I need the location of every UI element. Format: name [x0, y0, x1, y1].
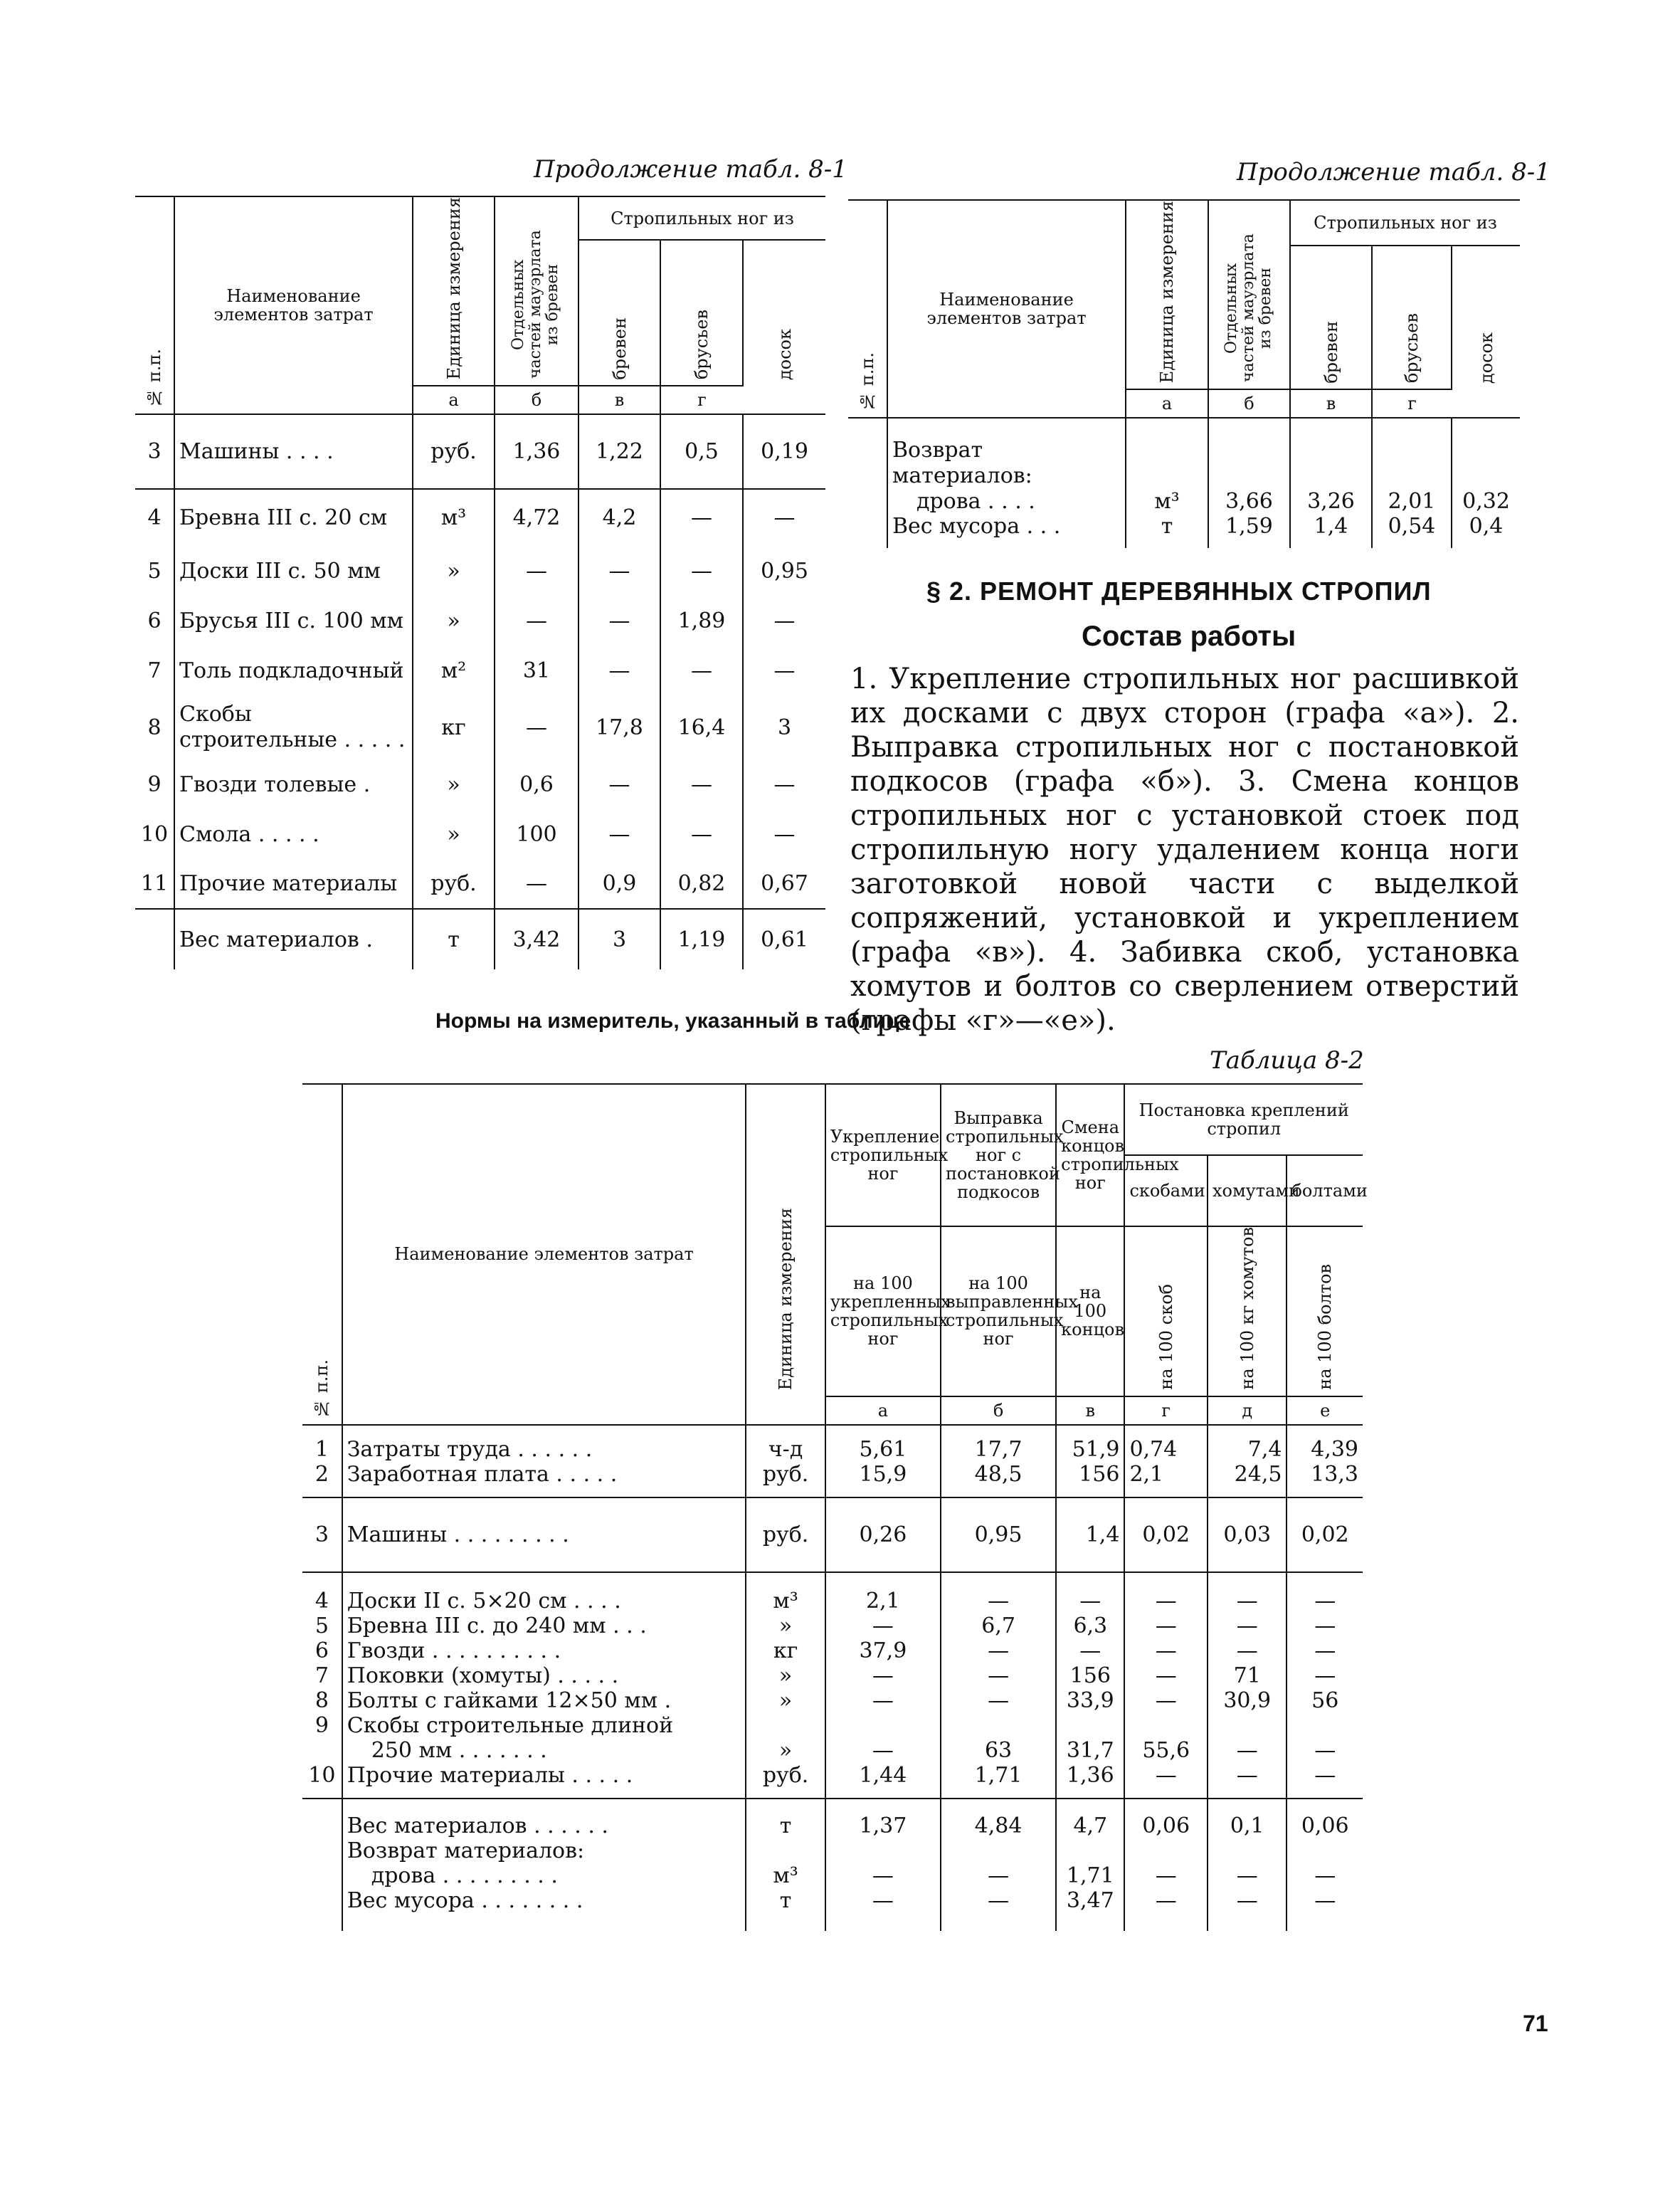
cell-a: 2,1 — [825, 1572, 941, 1613]
cell-e — [1287, 1713, 1363, 1738]
row-name: Возврат материалов: — [342, 1838, 746, 1863]
cell-g — [1124, 1713, 1208, 1738]
cell-a: 0,6 — [495, 759, 579, 809]
row-name: дрова . . . . — [887, 489, 1126, 514]
row-name: Доски III с. 50 мм — [174, 546, 413, 596]
row-num: 2 — [315, 1461, 329, 1487]
right-table — [848, 199, 1520, 548]
row-num: 4 — [315, 1588, 329, 1613]
cell-v: — — [1056, 1638, 1124, 1663]
row-name: Машины . . . . . . . . . — [342, 1497, 746, 1572]
cell-d: 0,03 — [1208, 1497, 1287, 1572]
header-col-v: брусьев — [692, 310, 712, 380]
row-unit: руб. — [746, 1497, 825, 1572]
cell-a: 1,36 — [495, 414, 579, 489]
table2-caption: Таблица 8-2 — [1210, 1046, 1364, 1075]
cell-e — [1287, 1838, 1363, 1863]
row-num: 1 — [315, 1436, 329, 1462]
cell-b — [941, 1713, 1056, 1738]
row-name: Смола . . . . . — [174, 809, 413, 859]
cell-b: 1,71 — [941, 1763, 1056, 1799]
row-unit: м² — [413, 646, 495, 695]
row-num — [302, 1799, 342, 1838]
row-unit: кг — [413, 695, 495, 759]
row-num: 5 — [147, 558, 162, 584]
row-unit: руб. — [413, 414, 495, 489]
row-name: Машины . . . . — [174, 414, 413, 489]
header-d-top: хомутами — [1208, 1155, 1287, 1226]
cell-b: — — [579, 809, 660, 859]
letter-e: е — [1287, 1396, 1363, 1425]
cell-b: — — [941, 1663, 1056, 1688]
letter-v: в — [1290, 389, 1372, 418]
row-unit: » — [413, 546, 495, 596]
cell-v: — — [660, 646, 743, 695]
cell-e: 13,3 — [1287, 1462, 1363, 1497]
cell-g: — — [1124, 1688, 1208, 1713]
cell-b: 3,26 — [1290, 489, 1372, 514]
cell-v: 1,19 — [660, 909, 743, 969]
cell-d: — — [1208, 1638, 1287, 1663]
row-name: Гвозди толевые . — [174, 759, 413, 809]
cell-d: — — [1208, 1738, 1287, 1763]
row-name: Затраты труда . . . . . . — [342, 1425, 746, 1462]
cell-b: 4,2 — [579, 489, 660, 546]
row-name: Бревна III с. 20 см — [174, 489, 413, 546]
row-num: 7 — [147, 658, 162, 683]
row-name: Доски II с. 5×20 см . . . . — [342, 1572, 746, 1613]
cell-a: — — [495, 859, 579, 909]
cell-g: 0,32 — [1452, 489, 1520, 514]
cell-v: 1,71 — [1056, 1863, 1124, 1888]
row-unit: » — [746, 1613, 825, 1638]
row-name: Вес материалов . — [174, 909, 413, 969]
cell-g: — — [743, 759, 825, 809]
row-unit: руб. — [413, 859, 495, 909]
cell-d — [1208, 1713, 1287, 1738]
cell-g: — — [1124, 1572, 1208, 1613]
cell-b: — — [941, 1888, 1056, 1931]
cell-e: — — [1287, 1763, 1363, 1799]
row-unit: т — [1126, 514, 1208, 548]
header-g-top: скобами — [1124, 1155, 1208, 1226]
cell-d: — — [1208, 1763, 1287, 1799]
cell-g: 0,61 — [743, 909, 825, 969]
row-num: 3 — [147, 439, 162, 465]
cell-e: — — [1287, 1663, 1363, 1688]
cell-b: 63 — [941, 1738, 1056, 1763]
cell-v: 31,7 — [1056, 1738, 1124, 1763]
cell-b: 0,9 — [579, 859, 660, 909]
cell-a: — — [825, 1888, 941, 1931]
row-num: 9 — [315, 1712, 329, 1738]
cell-v: 33,9 — [1056, 1688, 1124, 1713]
row-name: Толь подкладочный — [174, 646, 413, 695]
header-num: № п.п. — [144, 349, 164, 409]
cell-a: 5,61 — [825, 1425, 941, 1462]
cell-v — [1056, 1838, 1124, 1863]
cell-e: — — [1287, 1738, 1363, 1763]
header-v-meter: на 100 концов — [1056, 1226, 1124, 1396]
cell-g: 0,4 — [1452, 514, 1520, 548]
letter-g: г — [1124, 1396, 1208, 1425]
left-table-caption: Продолжение табл. 8-1 — [534, 155, 847, 184]
cell-a: 3,66 — [1208, 489, 1290, 514]
header-col-b: бревен — [1321, 320, 1341, 384]
cell-b: — — [579, 759, 660, 809]
cell-a — [825, 1838, 941, 1863]
cell-a: 100 — [495, 809, 579, 859]
cell-d: — — [1208, 1863, 1287, 1888]
header-col-a: Отдельных частей мауэрлата из бревен — [1222, 233, 1274, 383]
row-name: Прочие материалы . . . . . — [342, 1763, 746, 1799]
cell-e: 56 — [1287, 1688, 1363, 1713]
cell-b: — — [941, 1572, 1056, 1613]
header-num: № п.п. — [857, 352, 877, 412]
header-name: Наименование элементов затрат — [174, 196, 413, 414]
cell-a: — — [825, 1738, 941, 1763]
row-unit: » — [413, 596, 495, 646]
cell-b: — — [579, 546, 660, 596]
cell-b: — — [941, 1688, 1056, 1713]
header-e-meter: на 100 болтов — [1315, 1263, 1336, 1390]
cell-v: — — [660, 489, 743, 546]
row-num: 5 — [315, 1613, 329, 1638]
row-num: 4 — [147, 505, 162, 531]
row-num: 6 — [147, 608, 162, 633]
cell-e: 0,06 — [1287, 1799, 1363, 1838]
cell-a: 4,72 — [495, 489, 579, 546]
cell-g — [1124, 1838, 1208, 1863]
cell-b: 17,8 — [579, 695, 660, 759]
letter-a: а — [825, 1396, 941, 1425]
cell-b: 6,7 — [941, 1613, 1056, 1638]
row-unit: » — [746, 1688, 825, 1713]
row-name: Брусья III с. 100 мм — [174, 596, 413, 646]
header-b-meter: на 100 выправленных стропильных ног — [941, 1226, 1056, 1396]
page-number: 71 — [1523, 2011, 1548, 2036]
row-name: Бревна III с. до 240 мм . . . — [342, 1613, 746, 1638]
cell-d: — — [1208, 1888, 1287, 1931]
cell-b: — — [579, 646, 660, 695]
right-table-caption: Продолжение табл. 8-1 — [1237, 158, 1550, 186]
cell-g: 0,95 — [743, 546, 825, 596]
letter-d: д — [1208, 1396, 1287, 1425]
cell-e: 0,02 — [1287, 1497, 1363, 1572]
cell-v: 0,82 — [660, 859, 743, 909]
row-num: 7 — [315, 1663, 329, 1688]
cell-v: — — [660, 759, 743, 809]
cell-a: — — [825, 1688, 941, 1713]
header-v-top: Смена концов стропильных ног — [1056, 1084, 1124, 1226]
row-num: 10 — [308, 1762, 336, 1788]
row-name: Вес мусора . . . . . . . . — [342, 1888, 746, 1931]
cell-a: 1,44 — [825, 1763, 941, 1799]
cell-g: 0,67 — [743, 859, 825, 909]
cell-g: — — [1124, 1863, 1208, 1888]
cell-g: 0,74 — [1124, 1425, 1208, 1462]
cell-g: 55,6 — [1124, 1738, 1208, 1763]
cell-d: — — [1208, 1613, 1287, 1638]
section-label: Возврат материалов: — [887, 418, 1126, 489]
letter-v: в — [1056, 1396, 1124, 1425]
cell-b: — — [579, 596, 660, 646]
row-num: 3 — [315, 1522, 329, 1547]
row-unit: м³ — [413, 489, 495, 546]
row-num — [302, 1863, 342, 1888]
cell-a: 31 — [495, 646, 579, 695]
row-unit: т — [746, 1888, 825, 1931]
cell-g: — — [1124, 1763, 1208, 1799]
cell-a: 1,37 — [825, 1799, 941, 1838]
row-name: Скобы строительные . . . . . — [174, 695, 413, 759]
header-col-g: досок — [774, 329, 795, 381]
cell-v: 6,3 — [1056, 1613, 1124, 1638]
row-num: 8 — [315, 1688, 329, 1713]
header-e-top: болтами — [1287, 1155, 1363, 1226]
cell-v: 4,7 — [1056, 1799, 1124, 1838]
row-unit: м³ — [746, 1572, 825, 1613]
cell-e: — — [1287, 1638, 1363, 1663]
cell-g: 0,02 — [1124, 1497, 1208, 1572]
cell-g: — — [743, 489, 825, 546]
row-name: Заработная плата . . . . . — [342, 1462, 746, 1497]
row-unit: » — [413, 809, 495, 859]
row-unit — [746, 1838, 825, 1863]
letter-b: б — [495, 386, 579, 414]
cell-a: 1,59 — [1208, 514, 1290, 548]
cell-g: 3 — [743, 695, 825, 759]
row-unit — [746, 1713, 825, 1738]
cell-e: — — [1287, 1572, 1363, 1613]
cell-a: 15,9 — [825, 1462, 941, 1497]
cell-v: 2,01 — [1372, 489, 1452, 514]
cell-e: 4,39 — [1287, 1425, 1363, 1462]
cell-b: 0,95 — [941, 1497, 1056, 1572]
cell-a: — — [825, 1613, 941, 1638]
row-unit: руб. — [746, 1462, 825, 1497]
row-unit: м³ — [746, 1863, 825, 1888]
cell-g: — — [1124, 1888, 1208, 1931]
row-unit: » — [746, 1738, 825, 1763]
row-num — [302, 1838, 342, 1863]
row-unit: ч-д — [746, 1425, 825, 1462]
cell-v: 16,4 — [660, 695, 743, 759]
letter-a: а — [1126, 389, 1208, 418]
cell-g: — — [743, 809, 825, 859]
letter-b: б — [1208, 389, 1290, 418]
row-num — [302, 1888, 342, 1931]
row-name: Болты с гайками 12×50 мм . — [342, 1688, 746, 1713]
row-unit: » — [413, 759, 495, 809]
row-num: 6 — [315, 1638, 329, 1663]
cell-a: — — [495, 695, 579, 759]
header-name: Наименование элементов затрат — [342, 1084, 746, 1425]
cell-g: — — [1124, 1663, 1208, 1688]
header-group: Стропильных ног из — [1290, 200, 1520, 246]
work-title: Состав работы — [1082, 621, 1296, 652]
cell-e: — — [1287, 1888, 1363, 1931]
cell-v: — — [660, 546, 743, 596]
cell-a: — — [495, 546, 579, 596]
cell-a: 3,42 — [495, 909, 579, 969]
cell-v: 0,5 — [660, 414, 743, 489]
cell-v: — — [660, 809, 743, 859]
row-num — [302, 1738, 342, 1763]
cell-g: — — [1124, 1638, 1208, 1663]
cell-d: 0,1 — [1208, 1799, 1287, 1838]
cell-v: 156 — [1056, 1663, 1124, 1688]
cell-v: — — [1056, 1572, 1124, 1613]
cell-v: 0,54 — [1372, 514, 1452, 548]
row-name: Скобы строительные длиной — [342, 1713, 746, 1738]
cell-g: — — [743, 596, 825, 646]
cell-b: — — [941, 1638, 1056, 1663]
cell-g: — — [1124, 1613, 1208, 1638]
row-num: 10 — [140, 821, 169, 847]
cell-v: 1,89 — [660, 596, 743, 646]
left-table — [135, 196, 825, 969]
letter-v: в — [579, 386, 660, 414]
row-name: Поковки (хомуты) . . . . . — [342, 1663, 746, 1688]
cell-d — [1208, 1838, 1287, 1863]
cell-g: 2,1 — [1124, 1462, 1208, 1497]
cell-d: 24,5 — [1208, 1462, 1287, 1497]
letter-g: г — [1372, 389, 1452, 418]
cell-d: — — [1208, 1572, 1287, 1613]
norms-title: Нормы на измеритель, указанный в таблице — [435, 1009, 912, 1033]
cell-b — [941, 1838, 1056, 1863]
header-group: Постановка креплений стропил — [1124, 1084, 1363, 1155]
cell-b: 1,22 — [579, 414, 660, 489]
row-name: Прочие материалы — [174, 859, 413, 909]
header-group: Стропильных ног из — [579, 196, 825, 240]
cell-a: — — [495, 596, 579, 646]
cell-g: — — [743, 646, 825, 695]
row-unit: м³ — [1126, 489, 1208, 514]
header-d-meter: на 100 кг хомутов — [1237, 1227, 1257, 1390]
header-unit: Единица измерения — [1157, 201, 1177, 384]
cell-g: 0,19 — [743, 414, 825, 489]
header-col-v: брусьев — [1402, 313, 1422, 384]
header-num: № п.п. — [312, 1359, 332, 1418]
cell-d: 71 — [1208, 1663, 1287, 1688]
letter-g: г — [660, 386, 743, 414]
row-name: дрова . . . . . . . . . — [342, 1863, 746, 1888]
row-num: 9 — [147, 772, 162, 797]
cell-e: — — [1287, 1863, 1363, 1888]
header-b-top: Выправка стропильных ног с постановкой подкосов — [941, 1084, 1056, 1226]
row-unit: кг — [746, 1638, 825, 1663]
cell-d: 30,9 — [1208, 1688, 1287, 1713]
row-name: Вес материалов . . . . . . — [342, 1799, 746, 1838]
cell-v: 1,4 — [1056, 1497, 1124, 1572]
header-a-meter: на 100 укрепленных стропильных ног — [825, 1226, 941, 1396]
cell-a: 0,26 — [825, 1497, 941, 1572]
cell-d: 7,4 — [1208, 1425, 1287, 1462]
cell-b: — — [941, 1863, 1056, 1888]
cell-v: 3,47 — [1056, 1888, 1124, 1931]
work-description: 1. Укрепление стропильных ног расшивкой их досками с двух сторон (графа «а»). 2. Выправка стропильных ног с постановкой подкосов (графа «б»). 3. Смена концов стропильных ног с установкой стоек под стропильную ногу удалением конца ноги заготовкой новой части с выделкой сопряжений, установкой и укреплением (графа «в»). 4. Забивка скоб, установка хомутов и болтов со сверлением отверстий (графы «г»—«е»). — [850, 663, 1519, 1037]
header-unit: Единица измерения — [776, 1208, 796, 1391]
cell-v — [1056, 1713, 1124, 1738]
header-name: Наименование элементов затрат — [887, 200, 1126, 418]
header-g-meter: на 100 скоб — [1156, 1283, 1176, 1390]
row-unit: т — [746, 1799, 825, 1838]
row-name: Гвозди . . . . . . . . . . — [342, 1638, 746, 1663]
cell-b: 17,7 — [941, 1425, 1056, 1462]
letter-b: б — [941, 1396, 1056, 1425]
cell-b: 48,5 — [941, 1462, 1056, 1497]
cell-v: 51,9 — [1056, 1425, 1124, 1462]
cell-a: — — [825, 1663, 941, 1688]
header-col-g: досок — [1476, 332, 1496, 384]
row-name: Вес мусора . . . — [887, 514, 1126, 548]
cell-a: — — [825, 1863, 941, 1888]
cell-b: 4,84 — [941, 1799, 1056, 1838]
header-col-b: бревен — [609, 317, 630, 380]
row-unit: т — [413, 909, 495, 969]
cell-v: 156 — [1056, 1462, 1124, 1497]
row-num — [135, 909, 174, 969]
cell-a — [825, 1713, 941, 1738]
header-unit: Единица измерения — [443, 197, 464, 380]
cell-b: 3 — [579, 909, 660, 969]
row-unit: » — [746, 1663, 825, 1688]
header-col-a: Отдельных частей мауэрлата из бревен — [509, 230, 561, 379]
letter-a: а — [413, 386, 495, 414]
cell-b: 1,4 — [1290, 514, 1372, 548]
cell-a: 37,9 — [825, 1638, 941, 1663]
cell-v: 1,36 — [1056, 1763, 1124, 1799]
cell-g: 0,06 — [1124, 1799, 1208, 1838]
row-unit: руб. — [746, 1763, 825, 1799]
cell-e: — — [1287, 1613, 1363, 1638]
row-num: 8 — [147, 715, 162, 740]
row-name: 250 мм . . . . . . . — [342, 1738, 746, 1763]
row-num: 11 — [140, 871, 169, 897]
header-a-top: Укрепление стропильных ног — [825, 1084, 941, 1226]
section-title: § 2. РЕМОНТ ДЕРЕВЯННЫХ СТРОПИЛ — [926, 576, 1432, 606]
table-8-2 — [302, 1083, 1368, 1931]
